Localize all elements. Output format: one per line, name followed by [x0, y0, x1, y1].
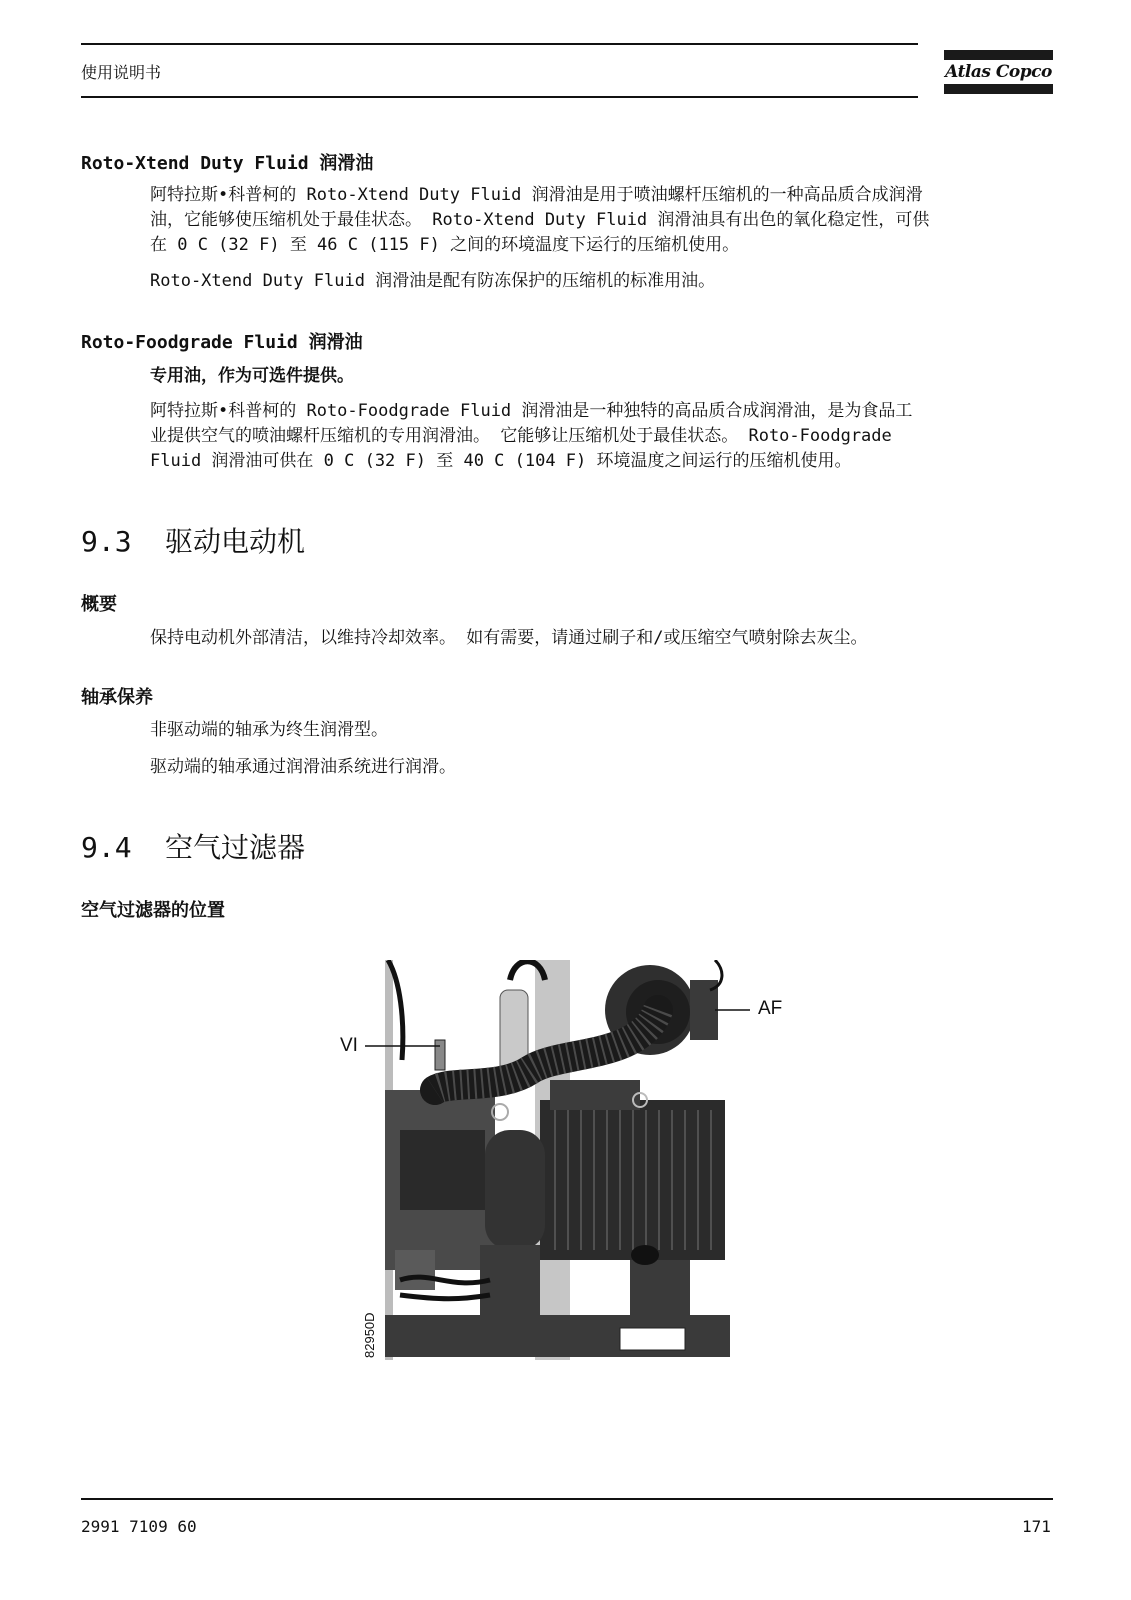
atlas-copco-logo	[944, 50, 1053, 94]
xtend-line-3: 在 0 C (32 F) 至 46 C (115 F) 之间的环境温度下运行的压缩机使用。	[150, 235, 740, 255]
section-9-3-heading	[81, 520, 305, 560]
xtend-standard-note: Roto-Xtend Duty Fluid 润滑油是配有防冻保护的压缩机的标准用油。	[150, 271, 716, 291]
label-af: AF	[758, 998, 783, 1019]
compressor-illustration	[340, 960, 783, 1370]
bearing-text-1: 非驱动端的轴承为终生润滑型。	[150, 720, 388, 740]
foodgrade-heading: Roto-Foodgrade Fluid 润滑油	[81, 332, 363, 353]
xtend-heading: Roto-Xtend Duty Fluid 润滑油	[81, 153, 374, 174]
foodgrade-option-note: 专用油，作为可选件提供。	[150, 366, 354, 386]
label-vi: VI	[340, 1035, 358, 1056]
general-text: 保持电动机外部清洁，以维持冷却效率。 如有需要，请通过刷子和/或压缩空气喷射除去灰尘。	[150, 628, 868, 648]
section-number: 9.4	[81, 831, 132, 864]
footer-rule	[81, 1498, 1053, 1500]
xtend-line-1: 阿特拉斯•科普柯的 Roto-Xtend Duty Fluid 润滑油是用于喷油螺杆压缩机的一种高品质合成润滑	[150, 185, 923, 205]
xtend-line-2: 油，它能够使压缩机处于最佳状态。 Roto-Xtend Duty Fluid 润滑油具有出色的氧化稳定性，可供	[150, 210, 930, 230]
header-bottom-rule	[81, 96, 918, 98]
bearing-text-2: 驱动端的轴承通过润滑油系统进行润滑。	[150, 757, 456, 777]
logo-text: Atlas Copco	[945, 62, 1052, 82]
foodgrade-line-2: 业提供空气的喷油螺杆压缩机的专用润滑油。 它能够让压缩机处于最佳状态。 Roto-Foodgrade	[150, 426, 892, 446]
foodgrade-paragraph	[150, 399, 1060, 474]
foodgrade-line-1: 阿特拉斯•科普柯的 Roto-Foodgrade Fluid 润滑油是一种独特的高品质合成润滑油，是为食品工	[150, 401, 913, 421]
document-number: 2991 7109 60	[81, 1517, 197, 1536]
air-filter-location-figure	[340, 960, 783, 1370]
section-9-4-heading	[81, 826, 305, 866]
section-title: 空气过滤器	[165, 831, 306, 864]
bearing-heading: 轴承保养	[81, 687, 153, 708]
section-number: 9.3	[81, 525, 132, 558]
section-title: 驱动电动机	[165, 525, 306, 558]
header-top-rule	[81, 43, 918, 45]
page-number: 171	[1022, 1517, 1051, 1536]
general-heading: 概要	[81, 594, 117, 615]
xtend-paragraph	[150, 183, 1060, 258]
filter-location-heading: 空气过滤器的位置	[81, 900, 225, 921]
figure-code: 82950D	[362, 1312, 377, 1358]
foodgrade-line-3: Fluid 润滑油可供在 0 C (32 F) 至 40 C (104 F) 环境温度之间运行的压缩机使用。	[150, 451, 852, 471]
document-title: 使用说明书	[81, 63, 162, 82]
